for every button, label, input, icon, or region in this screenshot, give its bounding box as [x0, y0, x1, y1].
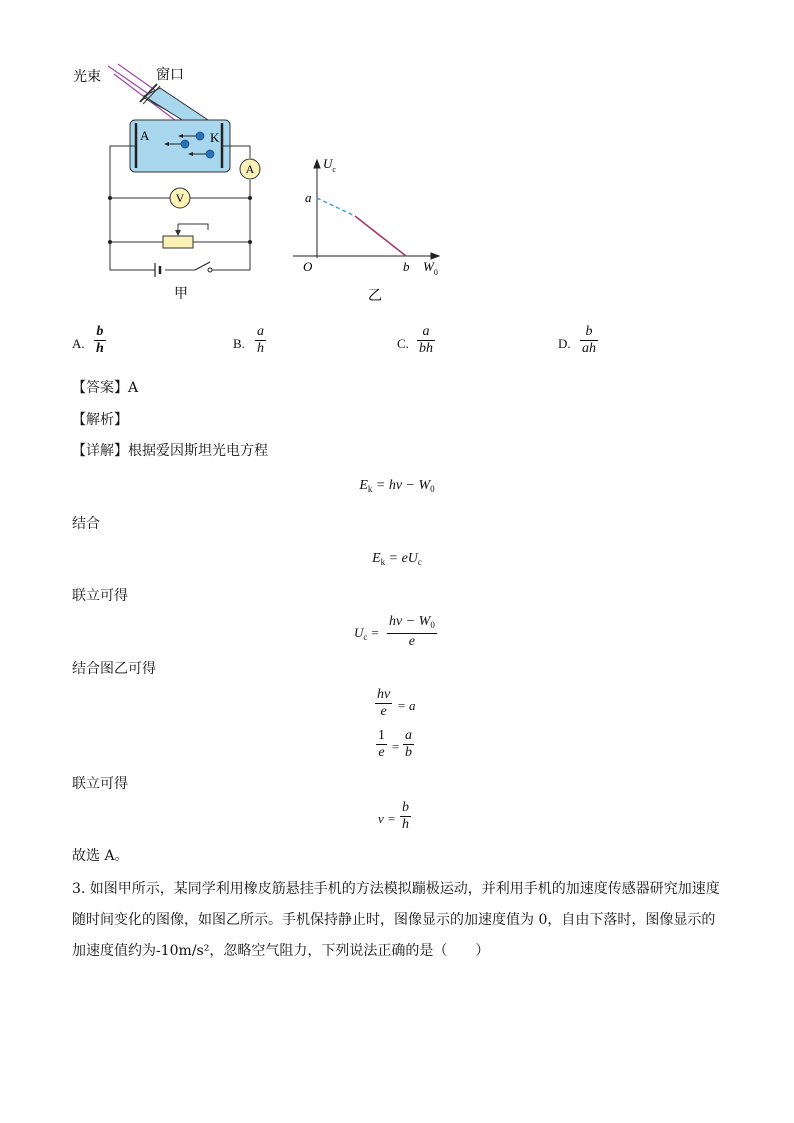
combine-fig-label: 结合图乙可得	[72, 661, 156, 677]
equation-intercept-a: hν e = a	[377, 687, 416, 719]
joint-label-1: 联立可得	[72, 588, 128, 604]
equation-uc: $U_c$ = $h\nu - W_0$ e	[354, 614, 435, 649]
equation-photoelectric: $E_k = h\nu - W_0$	[359, 478, 435, 494]
origin-label: O	[303, 259, 313, 274]
figure-graph	[285, 150, 455, 308]
detail-label: 【详解】根据爱因斯坦光电方程	[72, 443, 268, 459]
option-a[interactable]: A. b h	[72, 324, 104, 356]
question3-line2: 随时间变化的图像，如图乙所示。手机保持静止时，图像显示的加速度值为 0，自由下落时，图像显示的	[72, 912, 716, 928]
equation-slope: 1 e = a b	[378, 728, 412, 760]
combine-label: 结合	[72, 516, 100, 532]
joint-label-2: 联立可得	[72, 776, 128, 792]
equation-kinetic-energy: $E_k = eU_c$	[372, 551, 422, 567]
graph-line	[355, 216, 406, 256]
analysis-label: 【解析】	[72, 412, 128, 428]
voltmeter-label: V	[175, 191, 185, 205]
option-c[interactable]: C. a bh	[397, 324, 433, 356]
rheostat-slider-arrow	[175, 224, 181, 236]
options-row	[72, 325, 722, 365]
rheostat	[163, 236, 193, 248]
option-b[interactable]: B. a h	[233, 324, 264, 356]
equation-frequency: ν = b h	[378, 800, 409, 832]
question3-line3: 加速度值约为-10m/s²，忽略空气阻力，下列说法正确的是（ ）	[72, 943, 490, 959]
label-beam: 光束	[73, 69, 101, 85]
ammeter-label: A	[245, 162, 255, 176]
graph-axes	[293, 160, 439, 259]
option-d[interactable]: D. b ah	[558, 324, 596, 356]
caption-jia: 甲	[174, 286, 188, 302]
answer-label: 【答案】A	[72, 380, 139, 396]
conclusion: 故选 A。	[72, 848, 129, 864]
question3-line1: 3. 如图甲所示，某同学利用橡皮筋悬挂手机的方法模拟蹦极运动，并利用手机的加速度传感器研究加速度	[72, 881, 720, 897]
caption-yi: 乙	[368, 288, 382, 304]
graph-extension-dashed	[317, 198, 355, 216]
figure-circuit	[60, 58, 310, 308]
battery	[155, 263, 160, 277]
label-window: 窗口	[156, 67, 184, 83]
axis-y-label: $U_c$	[323, 156, 336, 174]
intercept-a: a	[305, 190, 312, 205]
axis-x-label: $W_0$	[423, 259, 438, 277]
intercept-b: b	[403, 259, 410, 274]
label-anode: A	[140, 128, 150, 143]
switch	[195, 262, 212, 272]
label-cathode: K	[210, 130, 220, 145]
